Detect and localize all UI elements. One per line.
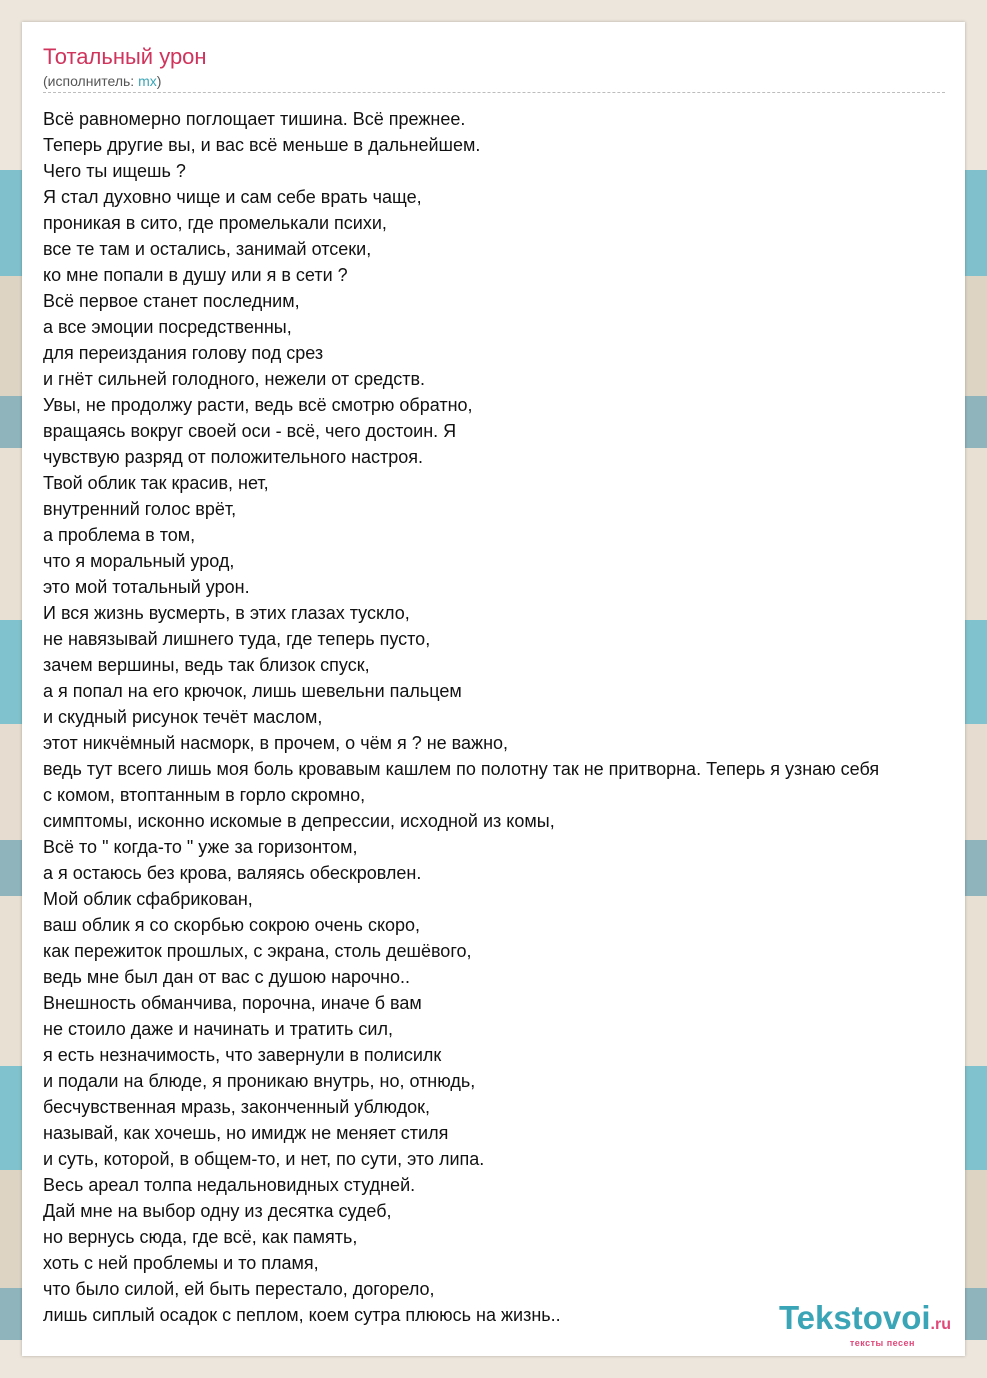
lyric-line: Теперь другие вы, и вас всё меньше в дальнейшем. bbox=[43, 135, 481, 155]
lyric-line: что я моральный урод, bbox=[43, 551, 235, 571]
lyric-line: бесчувственная мразь, законченный ублюдок, bbox=[43, 1097, 430, 1117]
lyric-line: не навязывай лишнего туда, где теперь пусто, bbox=[43, 629, 431, 649]
lyric-line: лишь сиплый осадок с пеплом, коем сутра плююсь на жизнь.. bbox=[43, 1305, 561, 1325]
lyric-line: что было силой, ей быть перестало, догорело, bbox=[43, 1279, 435, 1299]
artist-suffix: ) bbox=[156, 73, 162, 89]
lyric-line: зачем вершины, ведь так близок спуск, bbox=[43, 655, 370, 675]
lyric-line: этот никчёмный насморк, в прочем, о чём я ? не важно, bbox=[43, 733, 509, 753]
artist-line bbox=[43, 73, 161, 89]
lyric-line: Твой облик так красив, нет, bbox=[43, 473, 269, 493]
lyric-line: Я стал духовно чище и сам себе врать чаще, bbox=[43, 187, 422, 207]
lyric-line: и гнёт сильней голодного, нежели от средств. bbox=[43, 369, 426, 389]
lyrics-text bbox=[43, 106, 987, 1328]
lyric-line: чувствую разряд от положительного настроя. bbox=[43, 447, 424, 467]
lyric-line: и подали на блюде, я проникаю внутрь, но, отнюдь, bbox=[43, 1071, 476, 1091]
lyric-line: хоть с ней проблемы и то пламя, bbox=[43, 1253, 319, 1273]
lyric-line: Мой облик сфабрикован, bbox=[43, 889, 253, 909]
lyric-line: все те там и остались, занимай отсеки, bbox=[43, 239, 372, 259]
lyric-line: вращаясь вокруг своей оси - всё, чего достоин. Я bbox=[43, 421, 457, 441]
lyric-line: Всё первое станет последним, bbox=[43, 291, 300, 311]
lyric-line: но вернусь сюда, где всё, как память, bbox=[43, 1227, 358, 1247]
lyric-line: с комом, втоптанным в горло скромно, bbox=[43, 785, 366, 805]
lyric-line: внутренний голос врёт, bbox=[43, 499, 237, 519]
logo-tld: .ru bbox=[930, 1316, 951, 1333]
lyric-line: ведь тут всего лишь моя боль кровавым кашлем по полотну так не притворна. Теперь я узнаю себя bbox=[43, 759, 880, 779]
lyrics-sheet bbox=[22, 22, 965, 1356]
lyric-line: а я попал на его крючок, лишь шевельни пальцем bbox=[43, 681, 462, 701]
lyric-line: а проблема в том, bbox=[43, 525, 196, 545]
lyric-line: называй, как хочешь, но имидж не меняет стиля bbox=[43, 1123, 449, 1143]
site-logo[interactable] bbox=[779, 1301, 951, 1348]
title-divider bbox=[43, 92, 945, 93]
lyric-line: Дай мне на выбор одну из десятка судеб, bbox=[43, 1201, 392, 1221]
lyric-line: симптомы, исконно искомые в депрессии, исходной из комы, bbox=[43, 811, 555, 831]
lyric-line: как пережиток прошлых, с экрана, столь дешёвого, bbox=[43, 941, 472, 961]
lyric-line: это мой тотальный урон. bbox=[43, 577, 250, 597]
song-title: Тотальный урон bbox=[43, 44, 207, 69]
lyric-line: и скудный рисунок течёт маслом, bbox=[43, 707, 323, 727]
lyric-line: Чего ты ищешь ? bbox=[43, 161, 186, 181]
lyric-line: я есть незначимость, что завернули в полисилк bbox=[43, 1045, 442, 1065]
lyric-line: И вся жизнь вусмерть, в этих глазах тускло, bbox=[43, 603, 410, 623]
lyric-line: а все эмоции посредственны, bbox=[43, 317, 292, 337]
logo-wordmark bbox=[779, 1301, 951, 1342]
lyric-line: ведь мне был дан от вас с душою нарочно.. bbox=[43, 967, 410, 987]
lyric-line: Всё то " когда-то " уже за горизонтом, bbox=[43, 837, 358, 857]
lyric-line: проникая в сито, где промелькали психи, bbox=[43, 213, 387, 233]
artist-link[interactable]: mx bbox=[138, 73, 157, 89]
lyric-line: и суть, которой, в общем-то, и нет, по сути, это липа. bbox=[43, 1149, 485, 1169]
logo-name: Tekstovoi bbox=[778, 1299, 931, 1336]
lyric-line: ваш облик я со скорбью сокрою очень скоро, bbox=[43, 915, 421, 935]
lyric-line: Весь ареал толпа недальновидных студней. bbox=[43, 1175, 416, 1195]
lyric-line: для переиздания голову под срез bbox=[43, 343, 324, 363]
logo-tagline: тексты песен bbox=[849, 1338, 915, 1348]
lyric-line: ко мне попали в душу или я в сети ? bbox=[43, 265, 348, 285]
lyric-line: Внешность обманчива, порочна, иначе б вам bbox=[43, 993, 422, 1013]
artist-prefix: (исполнитель: bbox=[43, 73, 139, 89]
lyric-line: Увы, не продолжу расти, ведь всё смотрю обратно, bbox=[43, 395, 473, 415]
lyric-line: не стоило даже и начинать и тратить сил, bbox=[43, 1019, 393, 1039]
lyric-line: а я остаюсь без крова, валяясь обескровлен. bbox=[43, 863, 422, 883]
lyric-line: Всё равномерно поглощает тишина. Всё прежнее. bbox=[43, 109, 466, 129]
